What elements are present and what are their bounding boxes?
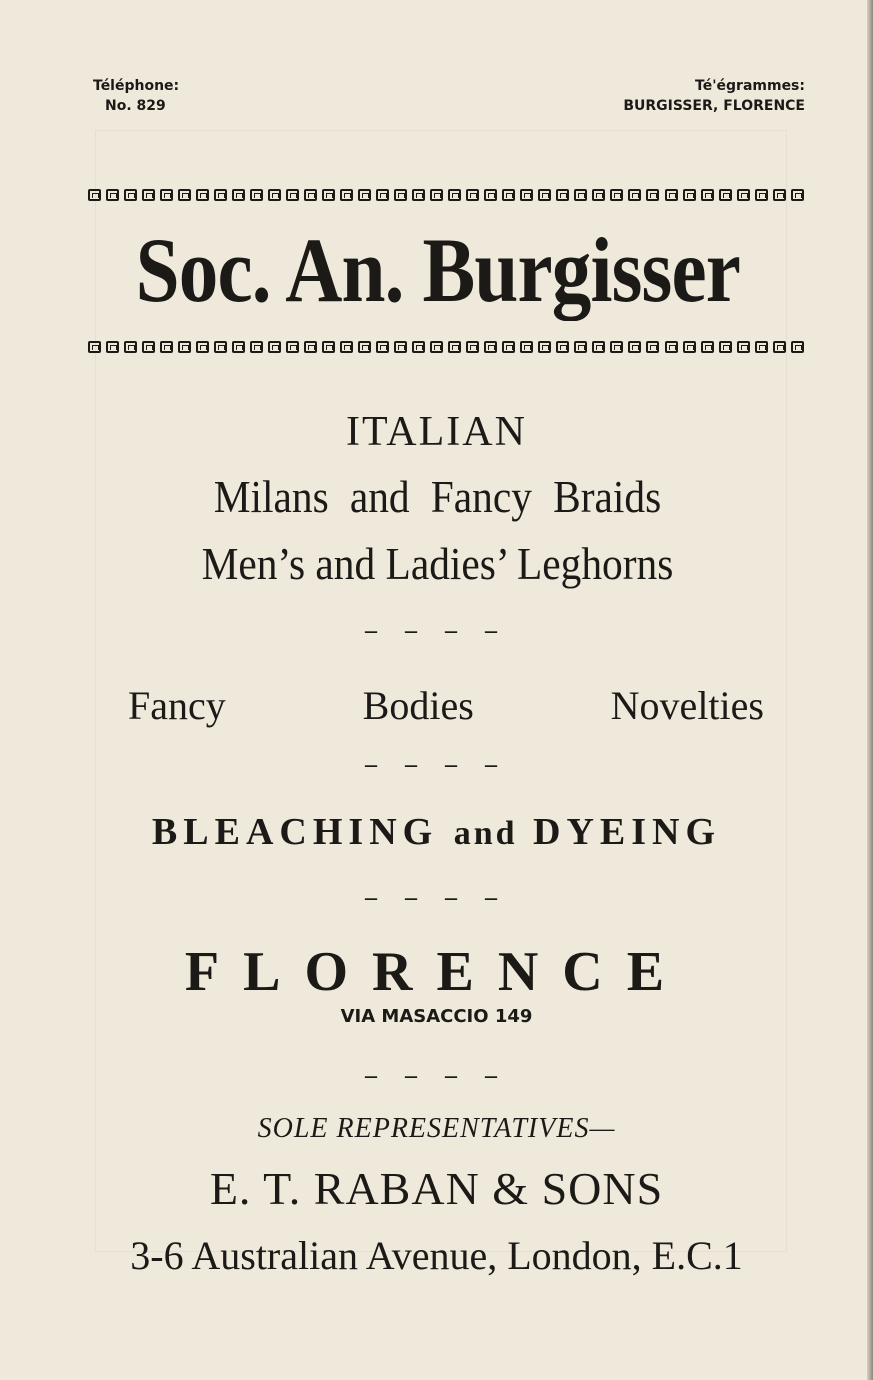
border-ornament xyxy=(538,341,551,353)
border-ornament xyxy=(646,341,659,353)
border-ornament xyxy=(773,189,786,201)
border-ornament xyxy=(304,341,317,353)
border-ornament xyxy=(106,341,119,353)
sole-representatives-label: SOLE REPRESENTATIVES— xyxy=(257,1113,616,1144)
item-fancy: Fancy xyxy=(128,683,226,728)
border-ornament xyxy=(142,189,155,201)
border-ornament xyxy=(556,341,569,353)
border-ornament xyxy=(106,189,119,201)
street-address: VIA MASACCIO 149 xyxy=(340,1006,533,1027)
border-ornament xyxy=(124,189,137,201)
border-ornament xyxy=(268,189,281,201)
border-ornament xyxy=(466,189,479,201)
border-ornament xyxy=(574,341,587,353)
border-ornament xyxy=(755,189,768,201)
item-bodies: Bodies xyxy=(362,683,474,728)
border-ornament xyxy=(250,189,263,201)
item-novelties: Novelties xyxy=(610,683,764,728)
border-ornament xyxy=(358,341,371,353)
border-ornament xyxy=(232,189,245,201)
border-ornament xyxy=(755,341,768,353)
decorative-border-bottom xyxy=(88,341,804,357)
border-ornament xyxy=(340,341,353,353)
border-ornament xyxy=(628,189,641,201)
border-ornament xyxy=(322,341,335,353)
border-ornament xyxy=(520,341,533,353)
border-ornament xyxy=(448,189,461,201)
border-ornament xyxy=(628,341,641,353)
border-ornament xyxy=(304,189,317,201)
service-bleaching: BLEACHING xyxy=(151,811,439,853)
border-ornament xyxy=(737,189,750,201)
border-ornament xyxy=(286,189,299,201)
border-ornament xyxy=(520,189,533,201)
border-ornament xyxy=(719,341,732,353)
border-ornament xyxy=(484,341,497,353)
city-name: FLORENCE xyxy=(184,941,689,1003)
border-ornament xyxy=(88,189,101,201)
representative-address: 3-6 Australian Avenue, London, E.C.1 xyxy=(130,1233,743,1278)
separator-4: – – – – xyxy=(365,1063,508,1089)
border-ornament xyxy=(683,189,696,201)
border-ornament xyxy=(376,341,389,353)
company-title: Soc. An. Burgisser xyxy=(135,219,740,321)
border-ornament xyxy=(268,341,281,353)
telegram-label: Té'égrammes: xyxy=(695,78,805,94)
products-heading: ITALIAN xyxy=(346,409,527,455)
border-ornament xyxy=(683,341,696,353)
border-ornament xyxy=(430,341,443,353)
telephone-block xyxy=(93,76,179,116)
telegram-block xyxy=(623,76,805,116)
border-ornament xyxy=(214,341,227,353)
separator-2: – – – – xyxy=(365,752,508,778)
border-ornament xyxy=(214,189,227,201)
border-ornament xyxy=(160,189,173,201)
products-line-milans: Milans and Fancy Braids xyxy=(213,471,662,522)
border-ornament xyxy=(791,341,804,353)
border-ornament xyxy=(701,341,714,353)
border-ornament xyxy=(196,341,209,353)
representative-company: E. T. RABAN & SONS xyxy=(209,1163,664,1214)
border-ornament xyxy=(610,189,623,201)
products-items-row xyxy=(128,682,764,729)
border-ornament xyxy=(322,189,335,201)
border-ornament xyxy=(124,341,137,353)
border-ornament xyxy=(358,189,371,201)
border-ornament xyxy=(665,189,678,201)
border-ornament xyxy=(610,341,623,353)
border-ornament xyxy=(394,189,407,201)
border-ornament xyxy=(484,189,497,201)
border-ornament xyxy=(773,341,786,353)
border-ornament xyxy=(791,189,804,201)
border-ornament xyxy=(178,341,191,353)
separator-1: – – – – xyxy=(365,618,508,644)
border-ornament xyxy=(178,189,191,201)
border-ornament xyxy=(412,341,425,353)
service-dyeing: DYEING xyxy=(533,811,722,853)
telephone-number: No. 829 xyxy=(105,98,166,114)
border-ornament xyxy=(737,341,750,353)
border-ornament xyxy=(592,341,605,353)
border-ornament xyxy=(448,341,461,353)
decorative-border-top xyxy=(88,189,804,205)
border-ornament xyxy=(556,189,569,201)
products-line-leghorns: Men’s and Ladies’ Leghorns xyxy=(201,538,674,589)
telephone-label: Téléphone: xyxy=(93,78,180,94)
border-ornament xyxy=(665,341,678,353)
border-ornament xyxy=(701,189,714,201)
border-ornament xyxy=(592,189,605,201)
telegram-address: BURGISSER, FLORENCE xyxy=(623,98,805,114)
border-ornament xyxy=(538,189,551,201)
border-ornament xyxy=(160,341,173,353)
border-ornament xyxy=(646,189,659,201)
service-and: and xyxy=(453,815,518,852)
border-ornament xyxy=(574,189,587,201)
border-ornament xyxy=(502,189,515,201)
border-ornament xyxy=(286,341,299,353)
border-ornament xyxy=(250,341,263,353)
border-ornament xyxy=(719,189,732,201)
border-ornament xyxy=(412,189,425,201)
border-ornament xyxy=(430,189,443,201)
separator-3: – – – – xyxy=(365,885,508,911)
border-ornament xyxy=(466,341,479,353)
border-ornament xyxy=(232,341,245,353)
border-ornament xyxy=(340,189,353,201)
border-ornament xyxy=(376,189,389,201)
border-ornament xyxy=(142,341,155,353)
border-ornament xyxy=(502,341,515,353)
services-line xyxy=(0,810,873,854)
border-ornament xyxy=(88,341,101,353)
border-ornament xyxy=(394,341,407,353)
border-ornament xyxy=(196,189,209,201)
